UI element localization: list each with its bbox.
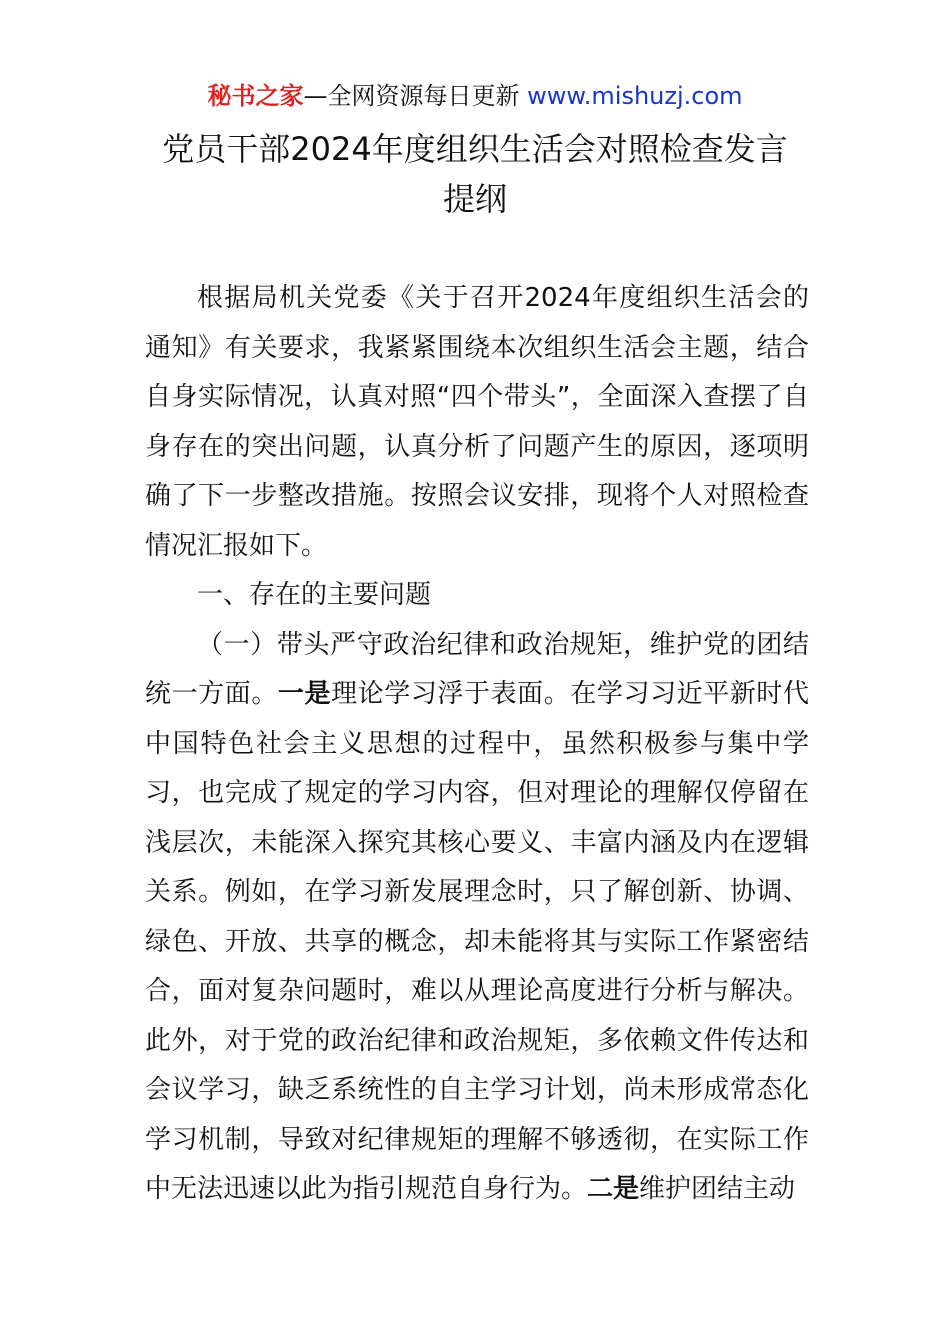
point-one-label: 一是 xyxy=(277,679,332,709)
brand-name: 秘书之家 xyxy=(207,82,304,110)
header-tagline: —全网资源每日更新 xyxy=(303,82,528,110)
site-header xyxy=(0,80,950,112)
point-two-text: 维护团结主动 xyxy=(639,1174,796,1204)
document-body xyxy=(145,274,809,1215)
site-url-link[interactable]: www.mishuzj.com xyxy=(527,82,743,110)
point-two-label: 二是 xyxy=(587,1174,640,1204)
section-heading: 一、存在的主要问题 xyxy=(197,580,432,610)
subsection-paragraph xyxy=(145,621,809,1215)
subsection-heading: （一）带头严守政治纪律和政治规矩，维护党的团结统一方面。 xyxy=(145,629,809,709)
document-title: 党员干部2024年度组织生活会对照检查发言提纲 xyxy=(162,130,788,218)
point-one-text: 理论学习浮于表面。在学习习近平新时代中国特色社会主义思想的过程中，虽然积极参与集中学习，也完成了规定的学习内容，但对理论的理解仅停留在浅层次，未能深入探究其核心要义、丰富内涵及内在逻辑关系。例如，在学习新发展理念时，只了解创新、协调、绿色、开放、共享的概念，却未能将其与实际工作紧密结合，面对复杂问题时，难以从理论高度进行分析与解决。此外，对于党的政治纪律和政治规矩，多依赖文件传达和会议学习，缺乏系统性的自主学习计划，尚未形成常态化学习机制，导致对纪律规矩的理解不够透彻，在实际工作中无法迅速以此为指引规范自身行为。 xyxy=(145,679,809,1204)
intro-paragraph: 根据局机关党委《关于召开2024年度组织生活会的通知》有关要求，我紧紧围绕本次组织生活会主题，结合自身实际情况，认真对照“四个带头”，全面深入查摆了自身存在的突出问题，认真分析了问题产生的原因，逐项明确了下一步整改措施。按照会议安排，现将个人对照检查情况汇报如下。 xyxy=(145,283,809,561)
